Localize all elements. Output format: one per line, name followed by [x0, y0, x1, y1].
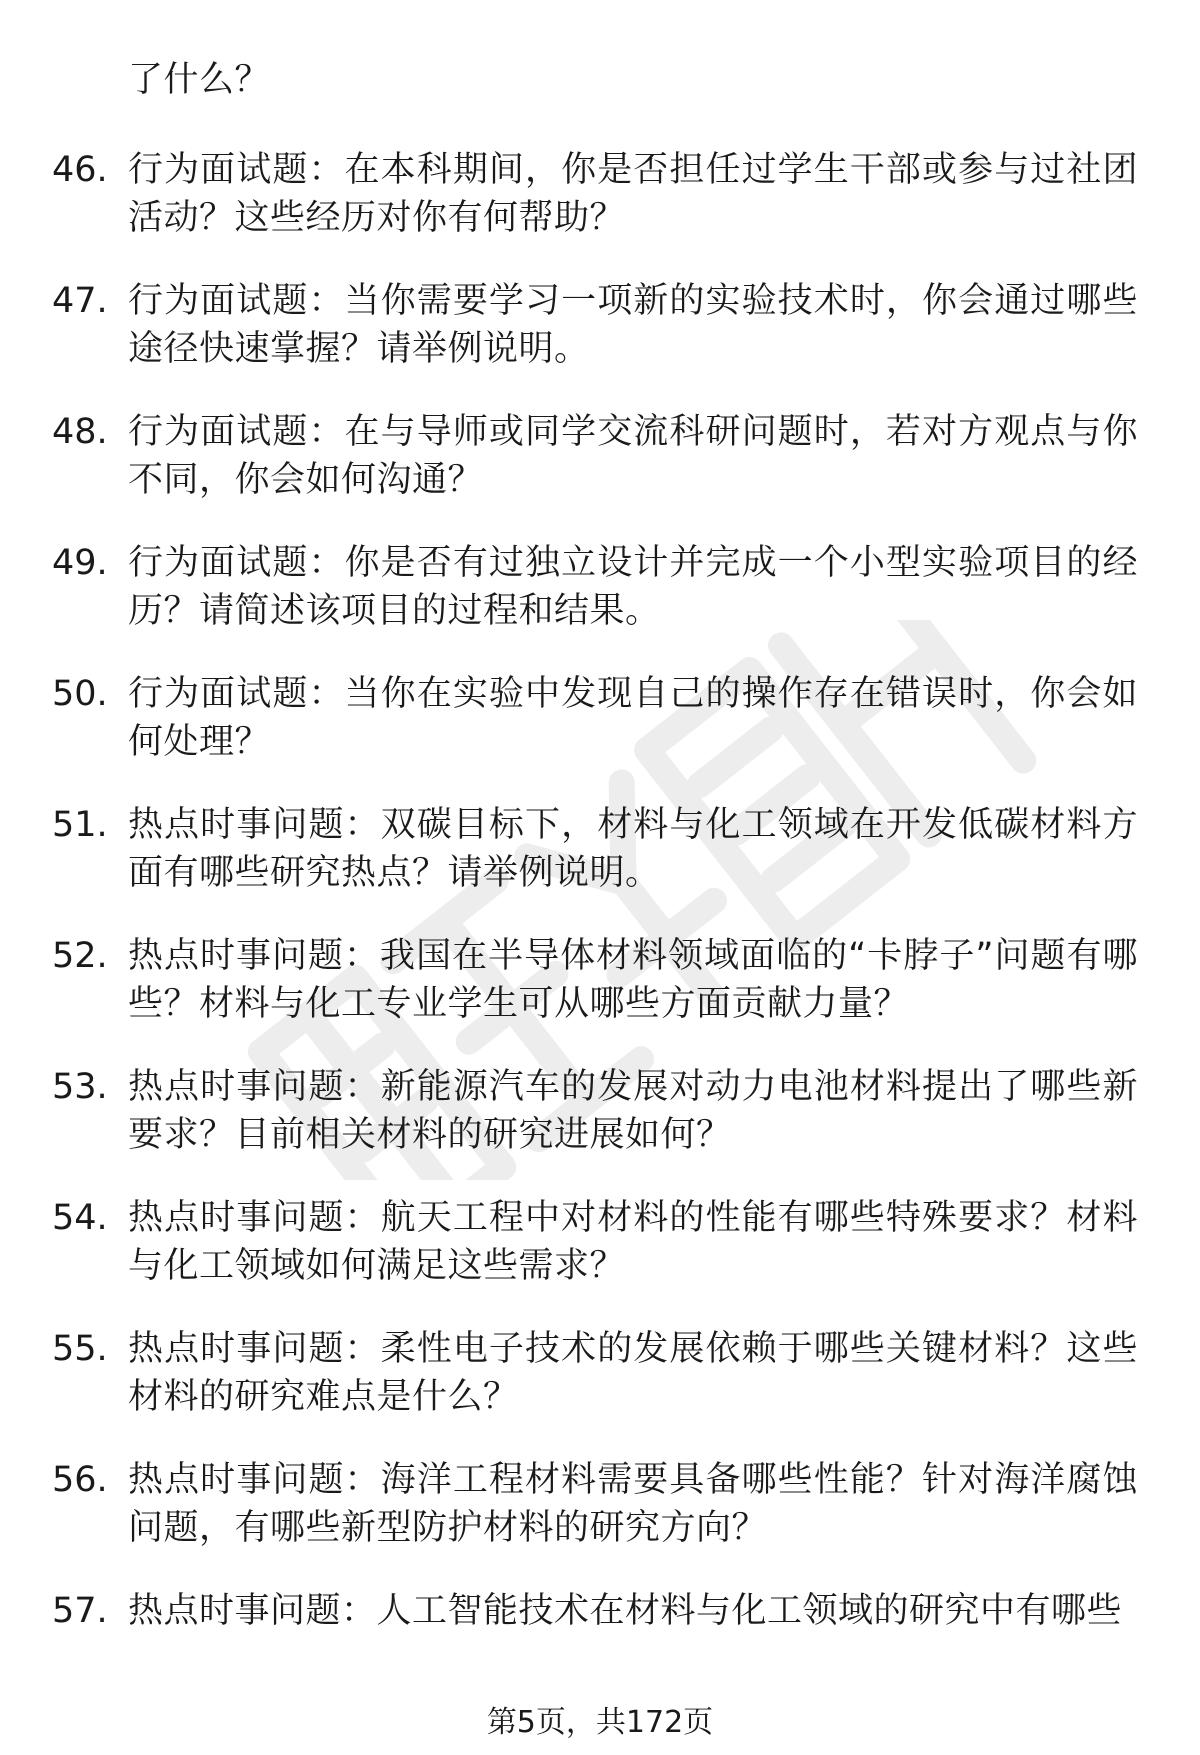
- question-number: 51.: [52, 805, 108, 845]
- question-text: 行为面试题：在本科期间，你是否担任过学生干部或参与过社团活动？这些经历对你有何帮助？: [128, 150, 1138, 238]
- list-item: [0, 670, 1200, 801]
- question-text: 行为面试题：当你需要学习一项新的实验技术时，你会通过哪些途径快速掌握？请举例说明。: [128, 281, 1138, 369]
- question-text: 热点时事问题：海洋工程材料需要具备哪些性能？针对海洋腐蚀问题，有哪些新型防护材料的研究方向？: [128, 1460, 1138, 1548]
- continued-question-text: 了什么？: [128, 60, 271, 100]
- list-item: [0, 539, 1200, 670]
- question-text: 行为面试题：当你在实验中发现自己的操作存在错误时，你会如何处理？: [128, 674, 1138, 762]
- list-item: [0, 1325, 1200, 1456]
- question-text: 热点时事问题：柔性电子技术的发展依赖于哪些关键材料？这些材料的研究难点是什么？: [128, 1329, 1138, 1417]
- page-footer: 第5页，共172页: [486, 1705, 714, 1740]
- question-text: 热点时事问题：新能源汽车的发展对动力电池材料提出了哪些新要求？目前相关材料的研究进展如何？: [128, 1067, 1138, 1155]
- question-number: 55.: [52, 1329, 108, 1369]
- question-number: 47.: [52, 281, 108, 321]
- question-number: 46.: [52, 150, 108, 190]
- question-text: 行为面试题：你是否有过独立设计并完成一个小型实验项目的经历？请简述该项目的过程和结果。: [128, 543, 1138, 631]
- question-number: 49.: [52, 543, 108, 583]
- list-item: [0, 408, 1200, 539]
- question-text: 热点时事问题：我国在半导体材料领域面临的“卡脖子”问题有哪些？材料与化工专业学生可从哪些方面贡献力量？: [128, 936, 1138, 1024]
- question-text: 行为面试题：在与导师或同学交流科研问题时，若对方观点与你不同，你会如何沟通？: [128, 412, 1138, 500]
- list-item: [0, 146, 1200, 277]
- list-item: [0, 277, 1200, 408]
- question-number: 57.: [52, 1591, 108, 1631]
- question-number: 56.: [52, 1460, 108, 1500]
- list-item: [0, 1456, 1200, 1587]
- list-item: [0, 1063, 1200, 1194]
- question-text: 热点时事问题：人工智能技术在材料与化工领域的研究中有哪些: [128, 1591, 1123, 1631]
- question-number: 54.: [52, 1198, 108, 1238]
- question-number: 52.: [52, 936, 108, 976]
- question-number: 50.: [52, 674, 108, 714]
- question-number: 48.: [52, 412, 108, 452]
- question-text: 热点时事问题：航天工程中对材料的性能有哪些特殊要求？材料与化工领域如何满足这些需求？: [128, 1198, 1138, 1286]
- list-item: [0, 932, 1200, 1063]
- list-item: [0, 1194, 1200, 1325]
- question-list: [0, 146, 1200, 1718]
- list-item: [0, 801, 1200, 932]
- question-text: 热点时事问题：双碳目标下，材料与化工领域在开发低碳材料方面有哪些研究热点？请举例说明。: [128, 805, 1138, 893]
- question-number: 53.: [52, 1067, 108, 1107]
- list-item: [0, 1587, 1200, 1718]
